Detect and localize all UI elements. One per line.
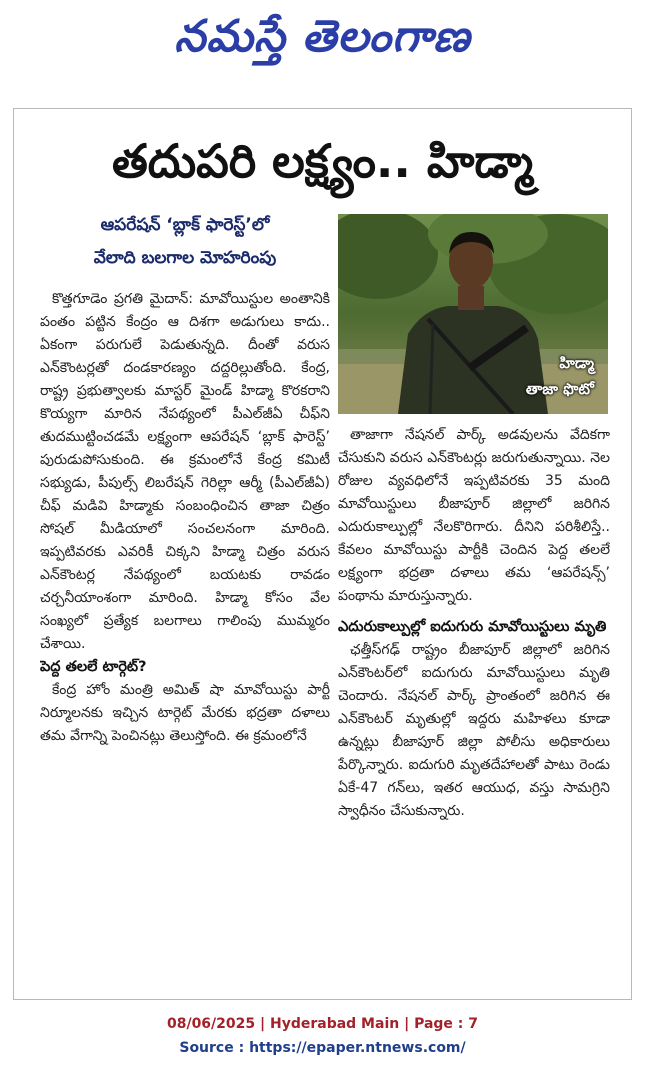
right-paragraph-1: తాజాగా నేషనల్ పార్క్ అడవులను వేదికగా చేసుకుని వరుస ఎన్‌కౌంటర్లు జరుగుతున్నాయి. నెల రోజుల వ్యవధిలోనే ఇప్పటివరకు 35 మంది మావోయిస్టులు బీజాపూర్ జిల్లాలో జరిగిన ఎదురుకాల్పుల్లో నేలకొరిగారు. దీనిని పరిశీలిస్తే.. కేవలం మావోయిస్టు పార్టీకి చెందిన పెద్ద తలలే లక్ష్యంగా భద్రతా దళాలు తమ ‘ఆపరేషన్స్’ పంథాను మారుస్తున్నారు. [338, 427, 610, 604]
left-subheading: పెద్ద తలలే టార్గెట్? [40, 659, 147, 675]
footer-edition-line: 08/06/2025 | Hyderabad Main | Page : 7 [166, 1016, 479, 1032]
hidma-photo [338, 214, 608, 414]
right-subheading: ఎదురుకాల్పుల్లో ఐదుగురు మావోయిస్టులు మృతి [338, 619, 607, 635]
right-paragraph-2: ఛత్తీస్‌గఢ్ రాష్ట్రం బీజాపూర్ జిల్లాలో జరిగిన ఎన్‌కౌంటర్‌లో ఐదుగురు మావోయిస్టులు మృతి చెందారు. నేషనల్ పార్క్ ప్రాంతంలో జరిగిన ఈ ఎన్‌కౌంటర్ మృతుల్లో ఇద్దరు మహిళలు కూడా ఉన్నట్లు బీజాపూర్ జిల్లా పోలీసు అధికారులు పేర్కొన్నారు. ఐదుగురి మృతదేహాలతో పాటు రెండు ఏకే-47 గన్‌లు, ఇతర ఆయుధ, వస్తు సామగ్రిని స్వాధీనం చేసుకున్నారు. [338, 642, 610, 819]
footer-source-line: Source : https://epaper.ntnews.com/ [179, 1040, 466, 1056]
right-column [338, 424, 610, 984]
left-paragraph-1: కొత్తగూడెం ప్రగతి మైదాన్: మావోయిస్టుల అంతానికి పంతం పట్టిన కేంద్రం ఆ దిశగా అడుగులు కాదు.. ఏకంగా పరుగులే పెడుతున్నది. దీంతో వరుస ఎన్‌కౌంటర్లతో దండకారణ్యం దద్దరిల్లుతోంది. కేంద్ర, రాష్ట్ర ప్రభుత్వాలకు మాస్టర్ మైండ్ హిడ్మా కొరకరాని కొయ్యగా మారిన నేపథ్యంలో పీఎల్‌జీఏ చీఫ్‌ని తుదముట్టించడమే లక్ష్యంగా ఆపరేషన్ ‘బ్లాక్ ఫారెస్ట్’ పురుడుపోసుకుంది. ఈ క్రమంలోనే కేంద్ర కమిటీ సభ్యుడు, పీపుల్స్ లిబరేషన్ గెరిల్లా ఆర్మీ (పీఎల్‌జీఏ) చీఫ్ మడివి హిడ్మాకు సంబంధించిన తాజా చిత్రం సోషల్ మీడియాలో సంచలనంగా మారింది. ఇప్పటివరకు ఎవరికీ చిక్కని హిడ్మా చిత్రం వరుస ఎన్‌కౌంటర్ల నేపథ్యంలో బయటకు రావడం చర్చనీయాంశంగా మారింది. హిడ్మా కోసం వేల సంఖ్యలో ప్రత్యేక బలగాలు గాలింపు ముమ్మరం చేశాయి. [40, 291, 330, 652]
newspaper-masthead: నమస్తే తెలంగాణ [174, 11, 471, 62]
photo-caption-label: తాజా ఫొటో [525, 380, 594, 398]
article-subhead-line-2: వేలాది బలగాల మోహరింపు [93, 248, 277, 268]
left-paragraph-2: కేంద్ర హోం మంత్రి అమిత్ షా మావోయిస్టు పార్టీ నిర్మూలనకు ఇచ్చిన టార్గెట్ మేరకు భద్రతా దళాలు తమ వేగాన్ని పెంచినట్లు తెలుస్తోంది. ఈ క్రమంలోనే [40, 682, 330, 744]
article-subhead-line-1: ఆపరేషన్ ‘బ్లాక్ ఫారెస్ట్’లో [100, 215, 270, 235]
photo-caption-name: హిడ్మా [559, 354, 594, 372]
left-column [40, 288, 330, 988]
article-headline: తదుపరి లక్ష్యం.. హిడ్మా [111, 134, 534, 188]
